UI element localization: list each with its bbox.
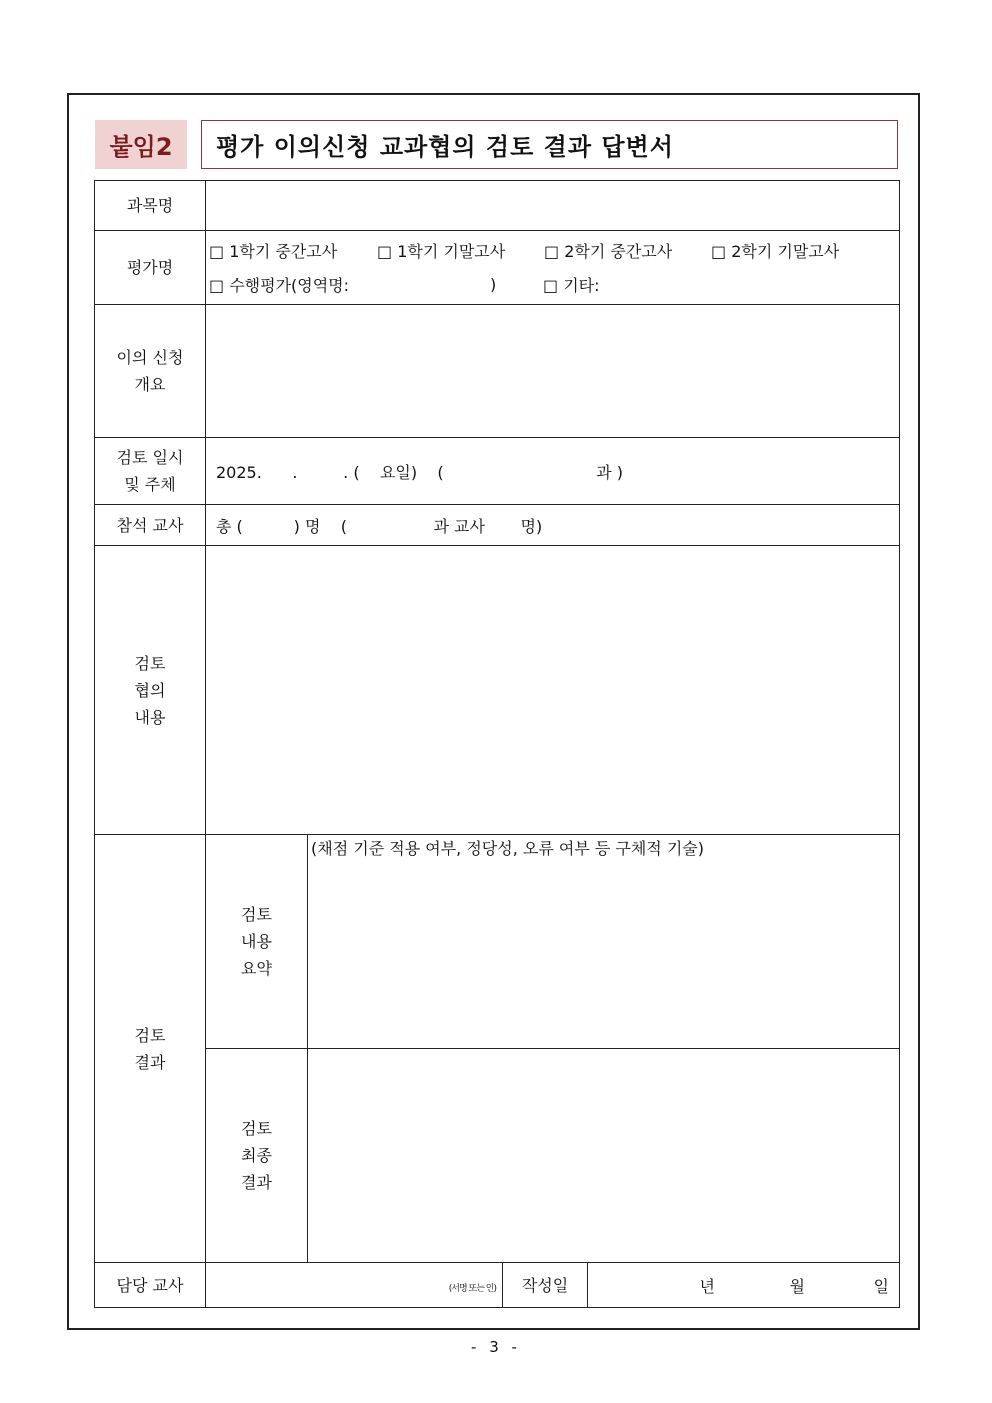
eval-performance-checkbox[interactable]: □ 수행평가(영역명: — [209, 276, 350, 295]
attendees-field[interactable]: 총 ( ) 명 ( 과 교사 명) — [206, 505, 900, 546]
signature-note: (서명 또는 인) — [448, 1283, 496, 1294]
result-final-row — [95, 1049, 900, 1263]
final-field[interactable] — [308, 1049, 900, 1263]
discussion-label-line-3: 내용 — [134, 707, 166, 727]
discussion-row — [95, 546, 900, 835]
review-form-table — [94, 180, 900, 1308]
subject-label: 과목명 — [95, 181, 206, 231]
eval-option-2-checkbox[interactable]: □ 1학기 기말고사 — [377, 242, 506, 261]
result-label — [95, 835, 206, 1263]
discussion-label-line-1: 검토 — [134, 653, 166, 673]
subject-field[interactable] — [206, 181, 900, 231]
eval-row — [95, 231, 900, 305]
attachment-tag: 붙임2 — [95, 120, 187, 169]
eval-option-3-checkbox[interactable]: □ 2학기 중간고사 — [544, 242, 673, 261]
document-title: 평가 이의신청 교과협의 검토 결과 답변서 — [201, 120, 898, 169]
date-year: 년 — [699, 1276, 715, 1296]
attendees-label: 참석 교사 — [95, 505, 206, 546]
result-label-line-2: 결과 — [134, 1052, 166, 1072]
review-date-label — [95, 438, 206, 505]
eval-other-checkbox[interactable]: □ 기타: — [543, 276, 600, 295]
teacher-signature-field[interactable] — [206, 1263, 503, 1308]
final-label-line-2: 최종 — [241, 1146, 272, 1165]
eval-performance-close: ) — [490, 275, 497, 294]
teacher-label: 담당 교사 — [95, 1263, 206, 1308]
page-number: - 3 - — [471, 1338, 521, 1356]
result-summary-row — [95, 835, 900, 1049]
overview-field[interactable] — [206, 305, 900, 438]
review-date-label-line-2: 및 주체 — [124, 475, 176, 494]
eval-option-4-checkbox[interactable]: □ 2학기 기말고사 — [711, 242, 840, 261]
review-date-label-line-1: 검토 일시 — [116, 448, 184, 467]
final-label-line-1: 검토 — [241, 1119, 272, 1138]
discussion-label — [95, 546, 206, 835]
date-month: 월 — [789, 1276, 805, 1296]
final-label — [206, 1049, 308, 1263]
final-label-line-3: 결과 — [241, 1173, 272, 1192]
review-date-field[interactable]: 2025. . . ( 요일) ( 과 ) — [206, 438, 900, 505]
date-label: 작성일 — [503, 1263, 588, 1308]
discussion-label-line-2: 협의 — [134, 680, 166, 700]
result-label-line-1: 검토 — [134, 1025, 166, 1045]
eval-option-1-checkbox[interactable]: □ 1학기 중간고사 — [209, 242, 338, 261]
summary-label-line-3: 요약 — [241, 959, 272, 978]
overview-label — [95, 305, 206, 438]
signature-row — [95, 1263, 900, 1308]
attendees-row — [95, 505, 900, 546]
overview-label-line-1: 이의 신청 — [116, 348, 184, 367]
summary-hint: (채점 기준 적용 여부, 정당성, 오류 여부 등 구체적 기술) — [311, 839, 705, 858]
summary-field[interactable] — [308, 835, 900, 1049]
eval-options-cell — [206, 231, 900, 305]
discussion-field[interactable] — [206, 546, 900, 835]
overview-label-line-2: 개요 — [134, 375, 166, 394]
subject-row — [95, 181, 900, 231]
date-field[interactable] — [588, 1263, 900, 1308]
date-day: 일 — [873, 1276, 889, 1296]
summary-label-line-1: 검토 — [241, 905, 272, 924]
review-date-row — [95, 438, 900, 505]
eval-label: 평가명 — [95, 231, 206, 305]
summary-label-line-2: 내용 — [241, 932, 272, 951]
summary-label — [206, 835, 308, 1049]
overview-row — [95, 305, 900, 438]
